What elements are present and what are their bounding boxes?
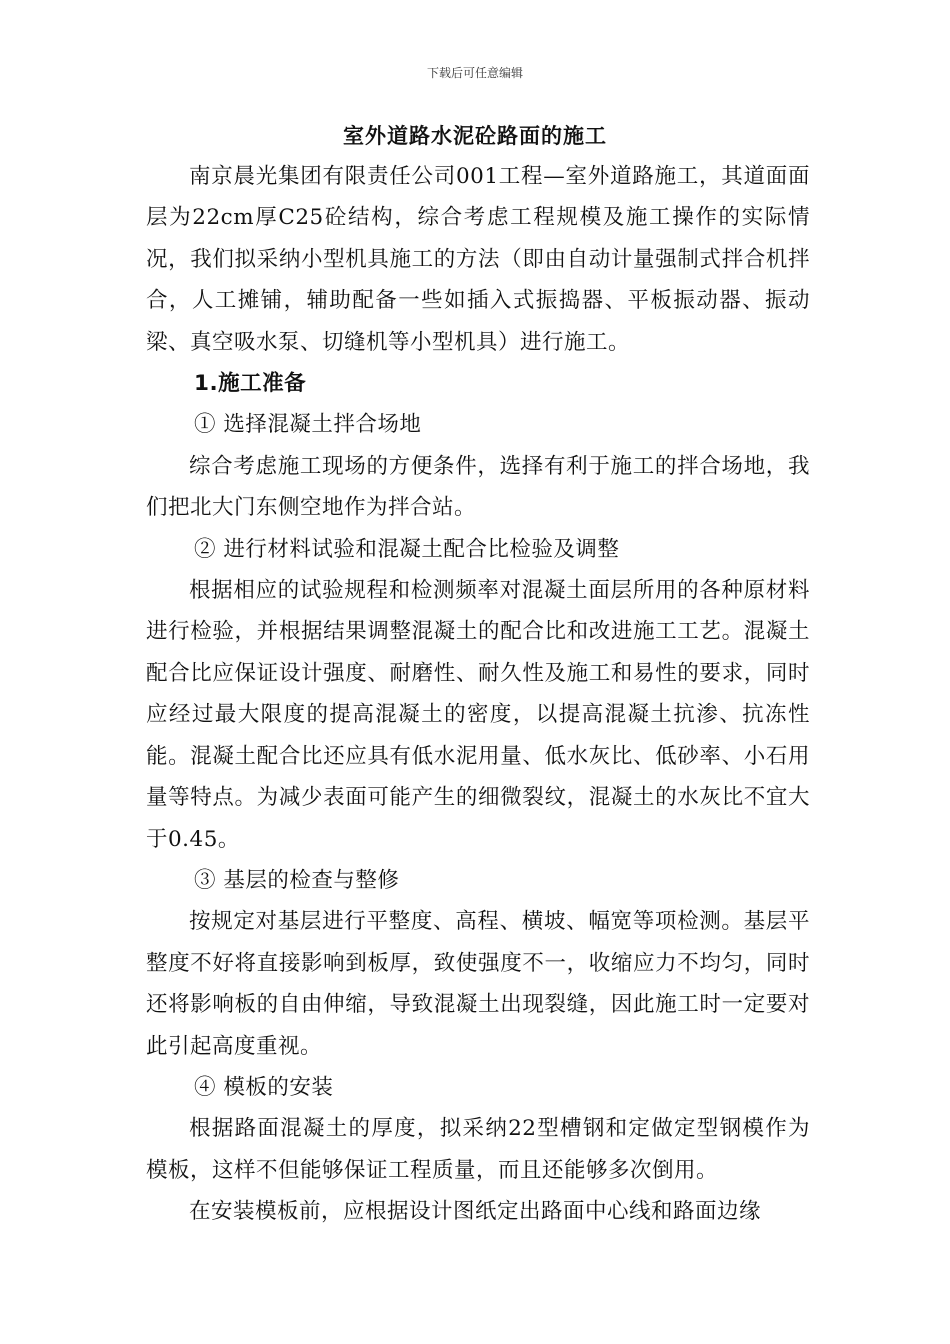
document-body [146,156,810,1233]
subheading-2: ② 进行材料试验和混凝土配合比检验及调整 [194,536,620,562]
paragraph-4-2: 在安装模板前，应根据设计图纸定出路面中心线和路面边缘 [189,1199,762,1225]
paragraph-3-1: 按规定对基层进行平整度、高程、横坡、幅宽等项检测。基层平整度不好将直接影响到板厚，致使强度不一，收缩应力不均匀，同时还将影响板的自由伸缩，导致混凝土出现裂缝，因此施工时一定要对此引起高度重视。 [146,909,810,1059]
paragraph-2-1: 根据相应的试验规程和检测频率对混凝土面层所用的各种原材料进行检验，并根据结果调整混凝土的配合比和改进施工工艺。混凝土配合比应保证设计强度、耐磨性、耐久性及施工和易性的要求，同时应经过最大限度的提高混凝土的密度，以提高混凝土抗渗、抗冻性能。混凝土配合比还应具有低水泥用量、低水灰比、低砂率、小石用量等特点。为减少表面可能产生的细微裂纹，混凝土的水灰比不宜大于0.45。 [146,578,810,852]
header-note: 下载后可任意编辑 [426,66,523,80]
paragraph-4-1: 根据路面混凝土的厚度，拟采纳22型槽钢和定做定型钢模作为模板，这样不但能够保证工程质量，而且还能够多次倒用。 [146,1116,810,1183]
paragraph-1-1: 综合考虑施工现场的方便条件，选择有利于施工的拌合场地，我们把北大门东侧空地作为拌合站。 [146,453,810,521]
subheading-3: ③ 基层的检查与整修 [194,867,400,893]
subheading-1: ① 选择混凝土拌合场地 [194,412,422,438]
section-heading: 1.施工准备 [194,371,307,397]
intro-paragraph: 南京晨光集团有限责任公司001工程—室外道路施工，其道面面层为22cm厚C25砼结构，综合考虑工程规模及施工操作的实际情况，我们拟采纳小型机具施工的方法（即由自动计量强制式拌合机拌合，人工摊铺，辅助配备一些如插入式振捣器、平板振动器、振动梁、真空吸水泵、切缝机等小型机具）进行施工。 [146,164,810,355]
subheading-4: ④ 模板的安装 [194,1074,334,1100]
document-title: 室外道路水泥砼路面的施工 [343,124,607,148]
